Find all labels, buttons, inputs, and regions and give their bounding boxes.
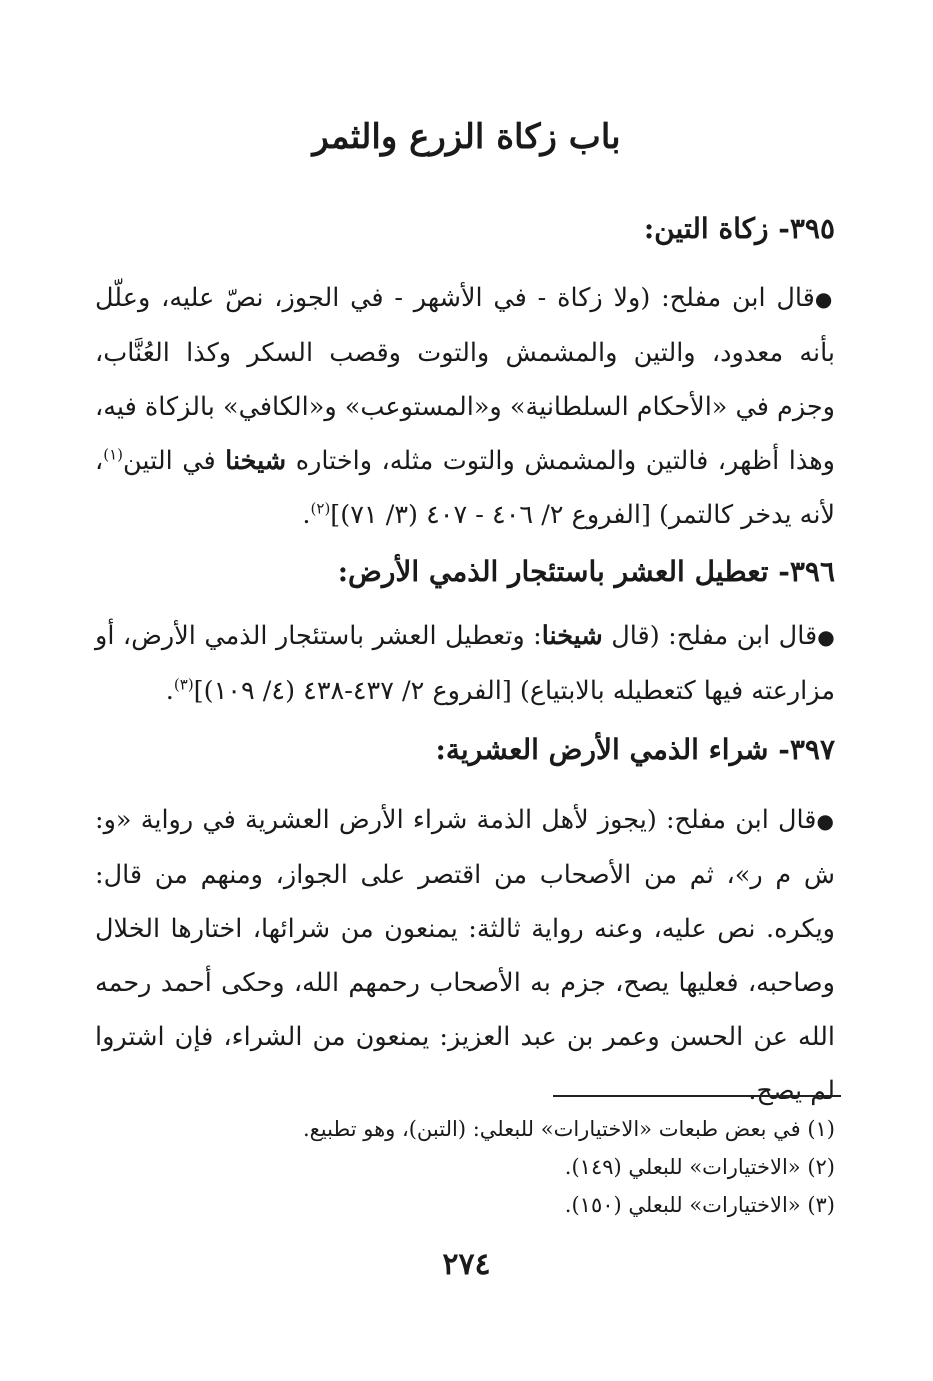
section-heading-397: ٣٩٧- شراء الذمي الأرض العشرية: <box>435 733 835 766</box>
section-heading-395: ٣٩٥- زكاة التين: <box>643 212 835 245</box>
section-paragraph-395 <box>95 271 835 542</box>
section-paragraph-397 <box>95 793 835 1118</box>
footnote-2: (٢) «الاختيارات» للبعلي (١٤٩). <box>564 1155 835 1179</box>
section-paragraph-396 <box>95 609 835 718</box>
bullet-icon: ● <box>814 287 835 311</box>
footnote-ref-1: (١) <box>103 445 124 464</box>
footnote-3: (٣) «الاختيارات» للبعلي (١٥٠). <box>564 1193 835 1217</box>
paragraph-text: في التين <box>123 446 216 476</box>
footnotes <box>95 1110 835 1224</box>
bullet-icon: ● <box>817 625 836 649</box>
paragraph-text: ، لأنه يدخر كالتمر) [الفروع ٢/ ٤٠٦ - ٤٠٧ (٣/ ٧١)] <box>95 446 835 530</box>
footnote-ref-3: (٣) <box>173 675 194 694</box>
chapter-title: باب زكاة الزرع والثمر <box>312 117 621 157</box>
paragraph-text: قال ابن مفلح: (ولا زكاة - في الأشهر - في الجوز، نصّ عليه، وعلّل بأنه معدود، والتين والمشمش والتوت وقصب السكر وكذا العُنَّاب، وجزم في «الأحكام السلطانية» و«المستوعب» و«الكافي» بالزكاة فيه، وهذا أظهر، فالتين والمشمش والتوت مثله، واختاره <box>95 283 835 476</box>
bullet-icon: ● <box>816 809 835 833</box>
paragraph-end: . <box>302 500 311 530</box>
paragraph-text: قال ابن مفلح: (قال <box>611 621 818 651</box>
section-heading-396: ٣٩٦- تعطيل العشر باستئجار الذمي الأرض: <box>337 555 835 588</box>
page-number: ٢٧٤ <box>442 1247 491 1282</box>
bold-term: شيخنا <box>541 621 603 651</box>
bold-term: شيخنا <box>225 446 287 476</box>
footnote-1: (١) في بعض طبعات «الاختيارات» للبعلي: (التبن)، وهو تطبيع. <box>302 1117 835 1141</box>
paragraph-text: قال ابن مفلح: (يجوز لأهل الذمة شراء الأرض العشرية في رواية «و: ش م ر»، ثم من الأصحاب من اقتصر على الجواز، ومنهم من قال: ويكره. نص عليه، وعنه رواية ثالثة: يمنعون من شرائها، اختارها الخلال وصاحبه، فعليها يصح، جزم به الأصحاب رحمهم الله، وحكى أحمد رحمه الله عن الحسن وعمر بن عبد العزيز: يمنعون من الشراء، فإن اشتروا لم يصح. <box>95 805 835 1106</box>
paragraph-text: : وتعطيل العشر باستئجار الذمي الأرض، أو مزارعته فيها كتعطيله بالابتياع) [الفروع ٢/ ٤٣٧-٤٣٨ (٤/ ١٠٩)] <box>95 621 835 706</box>
footnote-separator <box>553 1095 841 1097</box>
paragraph-end: . <box>165 676 174 706</box>
footnote-ref-2: (٢) <box>310 499 331 518</box>
